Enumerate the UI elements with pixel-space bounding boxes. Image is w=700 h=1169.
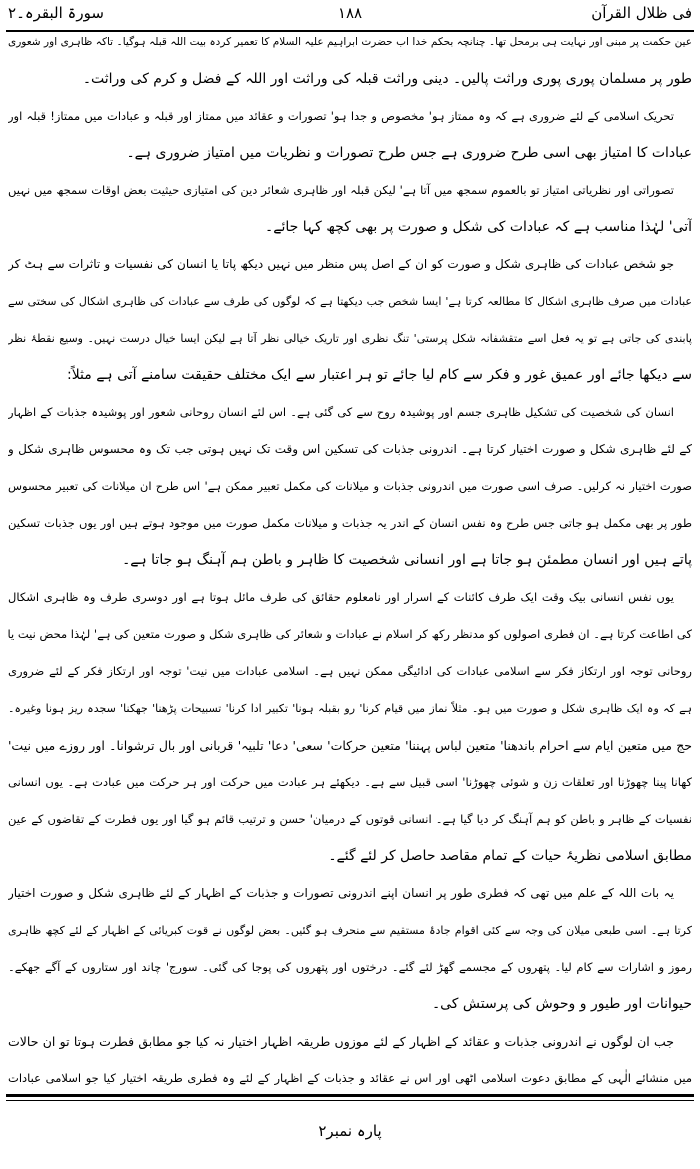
text-line: طور پر مسلمان پوری پوری وراثت پالیں۔ دینی وراثت قبلہ کی وراثت اور اللہ کے فضل و کرم کی وراثت۔ (82, 71, 692, 87)
text-line: تصوراتی اور نظریاتی امتیاز تو بالعموم سمجھ میں آتا ہے' لیکن قبلہ اور ظاہری شعائر دین کی امتیازی حیثیت بعض اوقات سمجھ میں نہیں (8, 183, 674, 197)
text-line: تحریک اسلامی کے لئے ضروری ہے کہ وہ ممتاز ہو' مخصوص و جدا ہو' تصورات و عقائد میں ممتاز اور قبلہ و عبادات میں ممتاز! قبلہ اور (8, 109, 674, 123)
para-number: پارہ نمبر۲ (318, 1122, 382, 1140)
text-line: کے لئے ظاہری شکل و صورت اختیار کرتا ہے۔ اندرونی جذبات کی تسکین اس وقت تک نہیں ہوتی جب تک وہ محسوس ظاہری شکل و (8, 442, 692, 456)
text-line: کرتا ہے۔ اسی طبعی میلان کی وجہ سے کئی اقوام جادۂ مستقیم سے منحرف ہو گئیں۔ بعض لوگوں نے قوت کبریائی کے اظہار کے لئے کچھ ظاہری (8, 924, 692, 937)
text-line: مطابق اسلامی نظریۂ حیات کے تمام مقاصد حاصل کر لئے گئے۔ (328, 848, 692, 864)
text-line: آتی' لہٰذا مناسب ہے کہ عبادات کی شکل و صورت پر بھی کچھ کہا جائے۔ (265, 219, 692, 235)
text-line: صورت اختیار نہ کرلیں۔ صرف اسی صورت میں اندرونی جذبات و میلانات کی مکمل تعبیر ممکن ہے' اس طرح ان میلانات کی تعبیر محسوس (8, 479, 692, 493)
text-line: عین حکمت پر مبنی اور نہایت ہی برمحل تھا۔ چنانچہ بحکم خدا اب حضرت ابراہیم علیہ السلام کا تعمیر کردہ بیت اللہ قبلہ ہوگیا۔ تاکہ ظاہری اور شعوری (8, 36, 692, 48)
text-line: یوں نفس انسانی بیک وقت ایک طرف کائنات کے اسرار اور نامعلوم حقائق کی طرف مائل ہوتا ہے اور دوسری طرف وہ ظاہری اشکال (8, 590, 674, 604)
footer-rule-thick (6, 1094, 694, 1097)
text-line: طور پر بھی مکمل ہو جاتی جس طرح وہ نفس انسان کے اندر یہ جذبات و میلانات مکمل صورت میں موجود ہوتے ہیں اور یوں جذبات تسکین (8, 516, 692, 530)
text-line: جو شخص عبادات کی ظاہری شکل و صورت کو ان کے اصل پس منظر میں نہیں دیکھ پاتا یا انسان کی نفسیات و تاثرات سے ہٹ کر (8, 257, 674, 271)
text-line: ہے کہ وہ ایک ظاہری شکل و صورت میں ہو۔ مثلاً نماز میں قیام کرنا' رو بقبلہ ہونا' تکبیر ادا کرنا' تسبیحات پڑھنا' جھکنا' سجدہ ریز ہونا وغیرہ۔ (8, 702, 692, 715)
page-number: ۱۸۸ (337, 4, 363, 22)
text-line: سے دیکھا جائے اور عمیق غور و فکر سے کام لیا جائے تو ہر اعتبار سے ایک مختلف حقیقت سامنے آتی ہے مثلاً: (66, 367, 692, 383)
text-line: کھانا پینا چھوڑنا اور تعلقات زن و شوئی چھوڑنا' اسی قبیل سے ہے۔ دیکھئے ہر عبادت میں حرکت اور ہر حرکت میں عبادت ہے۔ یوں انسانی (8, 775, 692, 789)
text-line: عبادات میں صرف ظاہری اشکال کا مطالعہ کرتا ہے' ایسا شخص جب دیکھتا ہے کہ لوگوں کی طرف سے عبادات کی ظاہری اشکال کی سختی سے (8, 295, 692, 308)
text-line: حج میں متعین ایام سے احرام باندھنا' متعین لباس پہننا' متعین حرکات' سعی' دعا' تلبیہ' قربانی اور بال ترشوانا۔ اور روزے میں نیت' (8, 738, 692, 753)
book-title: فی ظلال القرآن (591, 4, 692, 22)
text-line: عبادات کا امتیاز بھی اسی طرح ضروری ہے جس طرح تصورات و نظریات میں امتیاز ضروری ہے۔ (126, 145, 692, 161)
page-body (8, 24, 692, 1097)
surah-title: سورۃ البقرہ۔۲ (8, 4, 104, 22)
footer-rule-thin (6, 1100, 694, 1101)
text-line: پاتے ہیں اور انسان مطمئن ہو جاتا ہے اور انسانی شخصیت کا ظاہر و باطن ہم آہنگ ہو جاتا ہے۔ (122, 552, 692, 568)
text-line: نفسیات کے ظاہر و باطن کو ہم آہنگ کر دیا گیا ہے۔ انسانی قوتوں کے درمیان' حسن و ترتیب قائم ہو گیا اور یوں فطرت کے تقاضوں کے عین (8, 812, 692, 826)
text-line: میں منشائے الٰہی کے مطابق دعوت اسلامی اٹھی اور اس نے عقائد و جذبات کے اظہار کے لئے وہ فطری طریقہ اختیار کیا جو اسلامی عبادات (8, 1071, 692, 1085)
text-line: یہ بات اللہ کے علم میں تھی کہ فطری طور پر انسان اپنے اندرونی تصورات و جذبات کے اظہار کے لئے ظاہری شکل و صورت اختیار (8, 886, 674, 900)
text-line: روحانی توجہ اور ارتکاز فکر سے اسلامی عبادات کی ادائیگی ممکن نہیں ہے۔ اسلامی عبادات میں نیت' توجہ اور ارتکاز فکر کے لئے ضروری (8, 664, 692, 678)
text-line: رموز و اشارات سے کام لیا۔ پتھروں کے مجسمے گھڑ لئے گئے۔ درختوں اور پتھروں کی پوجا کی گئی۔ سورج' چاند اور ستاروں کے آگے جھکے۔ (8, 960, 692, 974)
text-line: حیوانات اور طیور و وحوش کی پرستش کی۔ (431, 996, 692, 1012)
text-line: انسان کی شخصیت کی تشکیل ظاہری جسم اور پوشیدہ روح سے کی گئی ہے۔ اس لئے انسان روحانی شعور اور پوشیدہ جذبات کے اظہار (8, 405, 674, 419)
text-line: پابندی کی جاتی ہے تو یہ فعل اسے متقشفانہ شکل پرستی' تنگ نظری اور تاریک خیالی نظر آتا ہے لیکن ایسا خیال درست نہیں۔ وسیع نقطۂ نظر (8, 332, 692, 345)
text-line: کی اطاعت کرتا ہے۔ ان فطری اصولوں کو مدنظر رکھ کر اسلام نے عبادات و شعائر کی ظاہری شکل و صورت متعین کی ہے' لہٰذا محض نیت یا (8, 627, 692, 641)
text-line: جب ان لوگوں نے اندرونی جذبات و عقائد کے اظہار کے لئے موزوں طریقہ اظہار اختیار نہ کیا جو مطابق فطرت ہوتا تو ان حالات (8, 1034, 674, 1049)
